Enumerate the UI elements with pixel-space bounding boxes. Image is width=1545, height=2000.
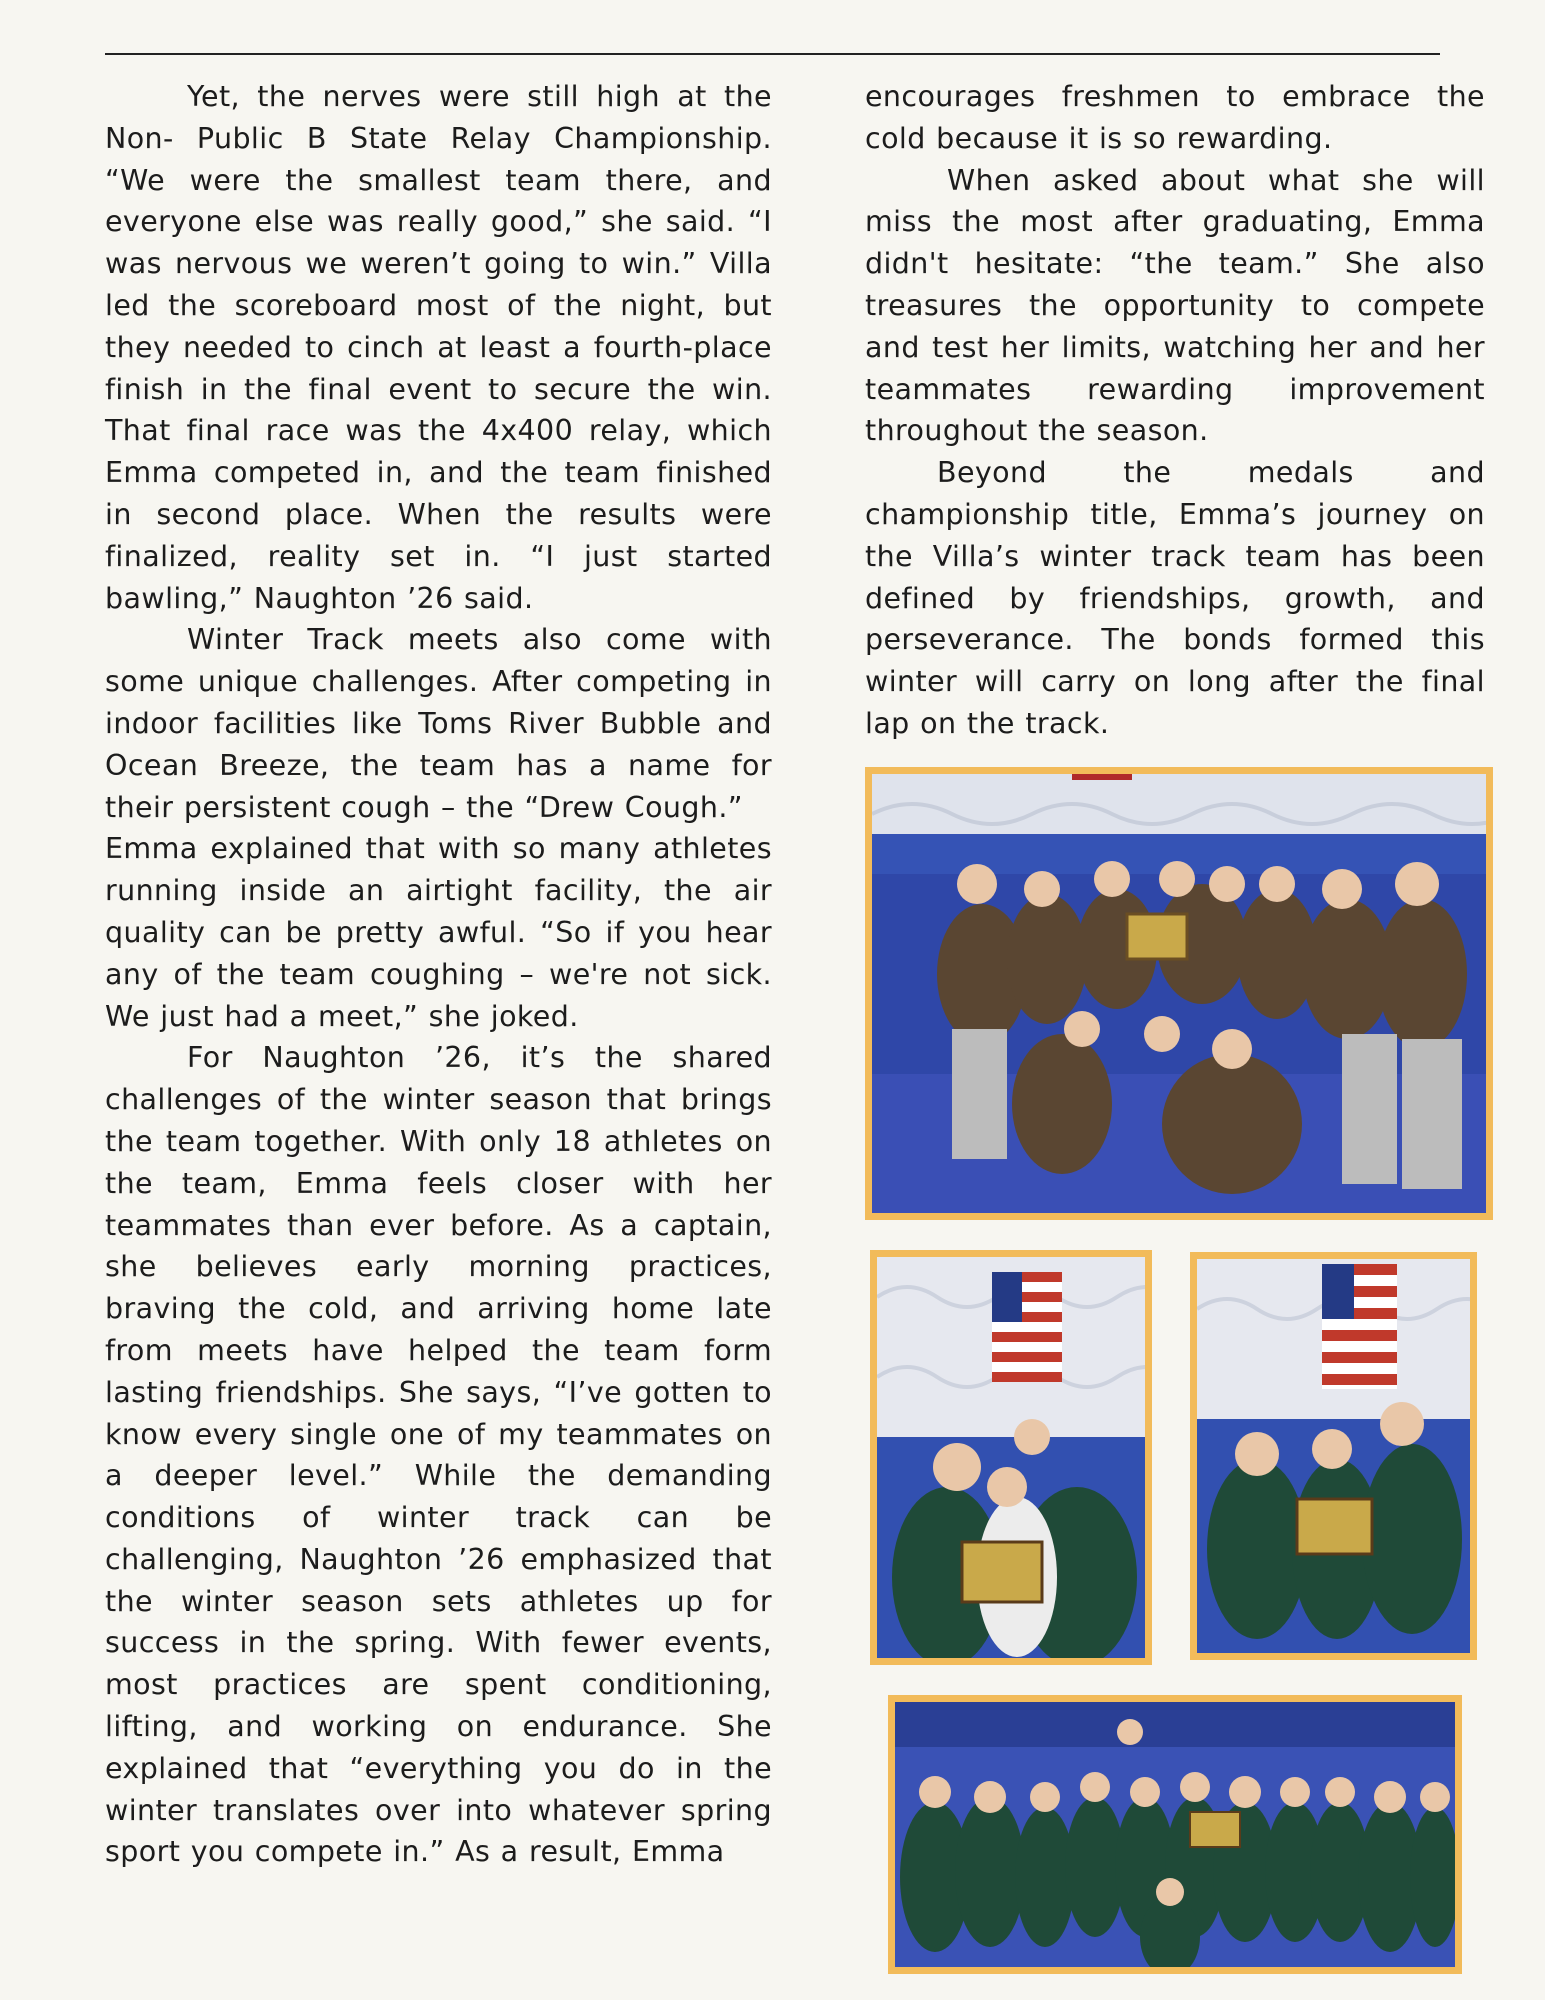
article-right-column [865, 76, 1485, 745]
article-paragraph: For Naughton ’26, it’s the shared challenges of the winter season that brings the team together. With only 18 athletes on the team, Emma feels closer with her teammates than ever before. As a captain, she believes early morning practices, braving the cold, and arriving home late from meets have helped the team form lasting friendships. She says, “I’ve gotten to know every single one of my teammates on a deeper level.” While the demanding conditions of winter track can be challenging, Naughton ’26 emphasized that the winter season sets athletes up for success in the spring. With fewer events, most practices are spent conditioning, lifting, and working on endurance. She explained that “everything you do in the winter translates over into whatever spring sport you compete in.” As a result, Emma [105, 1041, 772, 1869]
team-photo-brown-hoodies-image [872, 774, 1486, 1213]
article-paragraph: Winter Track meets also come with some unique challenges. After competing in indoor facilities like Toms River Bubble and Ocean Breeze, the team has a name for their persistent cough – the “Drew Cough.” [105, 623, 772, 824]
article-paragraph: When asked about what she will miss the most after graduating, Emma didn't hesitate: “the team.” She also treasures the opportunity to compete and test her limits, watching her and her teammates rewarding improvement throughout the season. [865, 163, 1485, 448]
team-photo-brown-hoodies [865, 767, 1493, 1220]
article-paragraph: Emma explained that with so many athletes running inside an airtight facility, the air quality can be pretty awful. “So if you hear any of the team coughing – we're not sick. We just had a meet,” she joked. [105, 832, 772, 1033]
athletes-with-trophy-right-image [1197, 1259, 1470, 1653]
athletes-with-trophy-left [870, 1250, 1152, 1665]
article-paragraph: Beyond the medals and championship title, Emma’s journey on the Villa’s winter track team has been defined by friendships, growth, and perseverance. The bonds formed this winter will carry on long after the final lap on the track. [865, 456, 1485, 740]
athletes-with-trophy-right [1190, 1252, 1477, 1660]
athletes-with-trophy-left-image [877, 1257, 1145, 1658]
top-divider-rule [105, 53, 1440, 55]
team-photo-green-uniforms [888, 1695, 1462, 1974]
article-left-column [105, 76, 772, 1873]
article-paragraph: encourages freshmen to embrace the cold because it is so rewarding. [865, 80, 1485, 155]
team-photo-green-uniforms-image [895, 1702, 1455, 1967]
article-paragraph: Yet, the nerves were still high at the Non- Public B State Relay Championship. “We were the smallest team there, and everyone else was really good,” she said. “I was nervous we weren’t going to win.” Villa led the scoreboard most of the night, but they needed to cinch at least a fourth-place finish in the final event to secure the win. That final race was the 4x400 relay, which Emma competed in, and the team finished in second place. When the results were finalized, reality set in. “I just started bawling,” Naughton ’26 said. [105, 80, 772, 615]
